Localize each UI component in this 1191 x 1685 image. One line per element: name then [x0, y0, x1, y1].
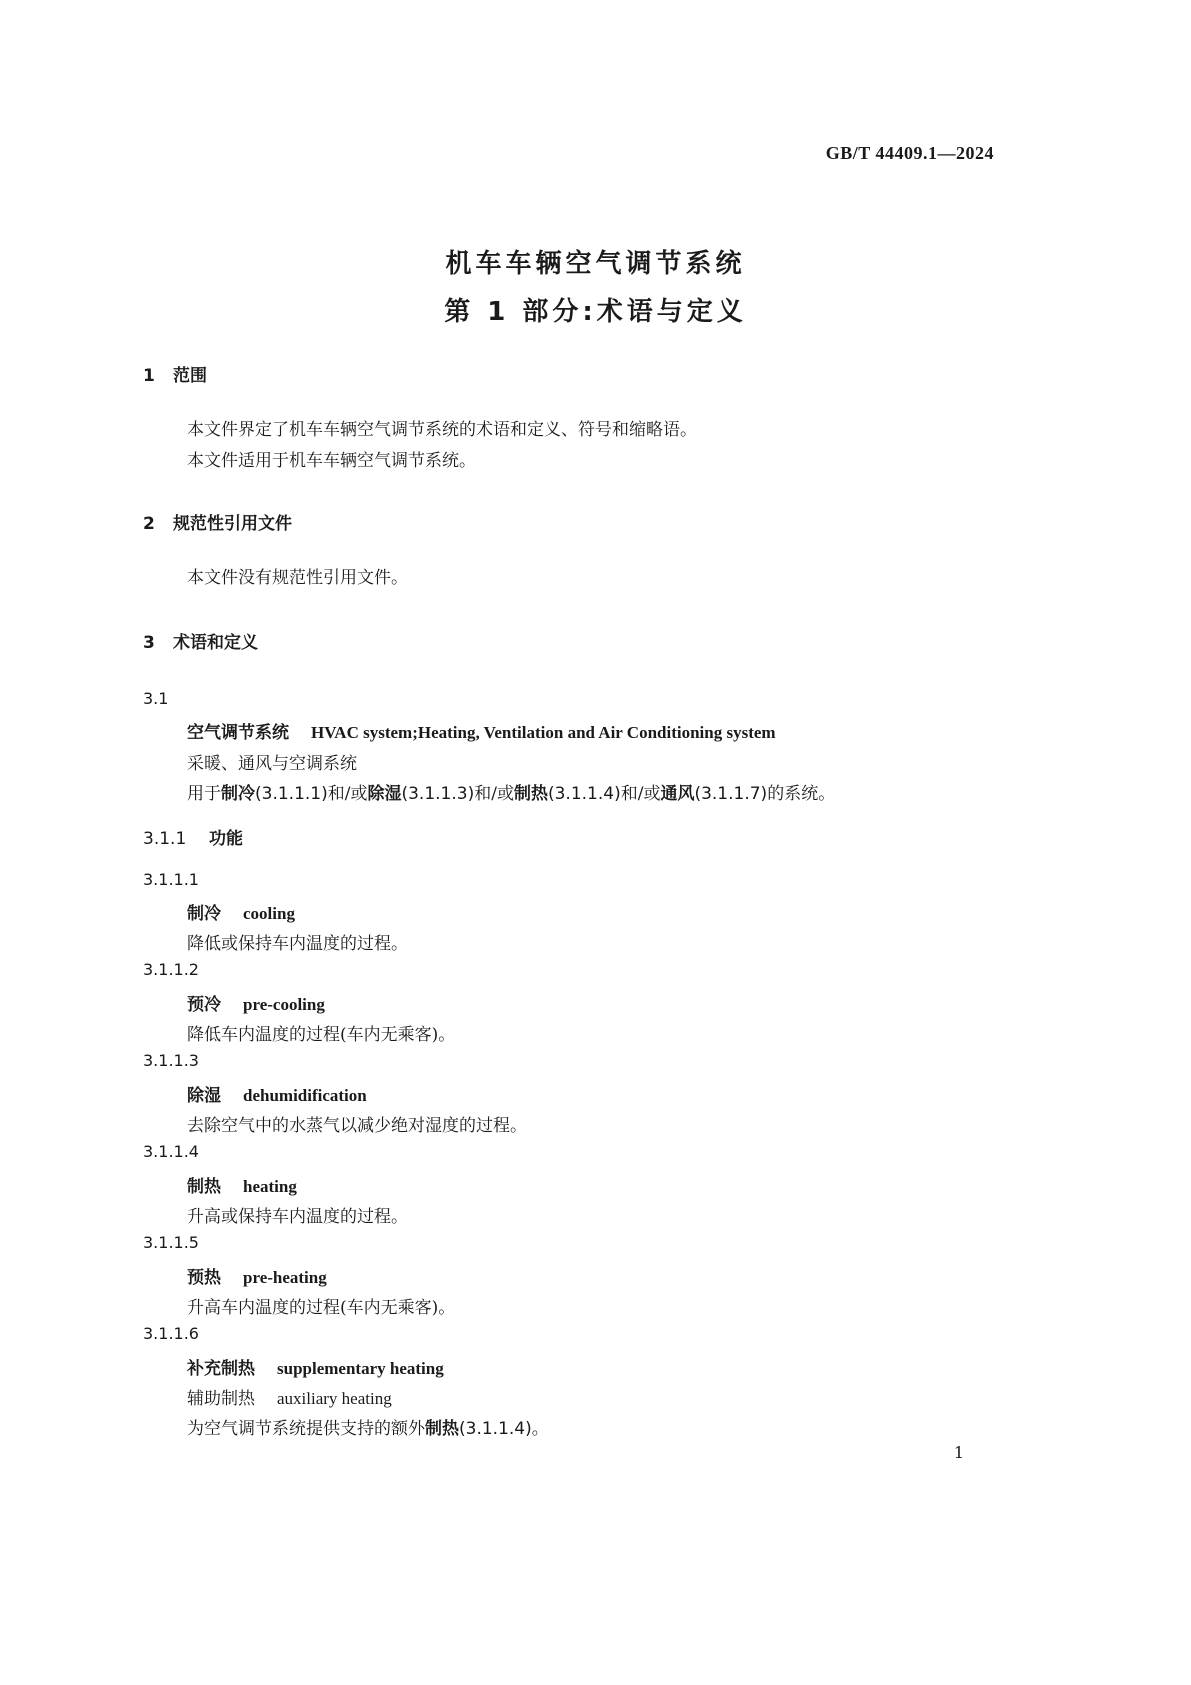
cross-reference[interactable]: 制热(3.1.1.4) [425, 1419, 532, 1439]
term-en: heating [243, 1177, 297, 1196]
entry-definition: 去除空气中的水蒸气以减少绝对湿度的过程。 [187, 1116, 527, 1136]
section-title: 规范性引用文件 [173, 514, 292, 534]
title-line-1: 机车车辆空气调节系统 [445, 249, 746, 279]
section-number: 2 [143, 514, 155, 534]
scope-paragraph-2: 本文件适用于机车车辆空气调节系统。 [187, 451, 476, 471]
subsection-number: 3.1.1 [143, 829, 187, 849]
term-en: HVAC system;Heating, Ventilation and Air Conditioning system [311, 723, 776, 742]
def-text: 。 [531, 1419, 549, 1439]
term-en: pre-cooling [243, 995, 325, 1014]
alt-term-zh: 辅助制热 [187, 1389, 255, 1409]
section-1-heading [143, 361, 207, 386]
entry-definition: 升高或保持车内温度的过程。 [187, 1207, 408, 1227]
term-zh: 预热 [187, 1268, 221, 1288]
title-line-2: 第 1 部分:术语与定义 [444, 297, 747, 327]
section-3-heading [143, 628, 258, 653]
term-zh: 制冷 [187, 904, 221, 924]
document-code: GB/T 44409.1—2024 [825, 143, 994, 163]
section-2-heading [143, 509, 292, 534]
entry-definition: 升高车内温度的过程(车内无乘客)。 [187, 1298, 456, 1318]
entry-term [187, 718, 776, 743]
section-title: 范围 [173, 366, 207, 386]
def-text: 和/或 [620, 784, 661, 804]
def-text: 的系统。 [767, 784, 836, 804]
scope-paragraph-1: 本文件界定了机车车辆空气调节系统的术语和定义、符号和缩略语。 [187, 420, 697, 440]
subsection-title: 功能 [209, 829, 243, 849]
entry-alt-term: 采暖、通风与空调系统 [187, 754, 357, 774]
def-text: 和/或 [327, 784, 368, 804]
entry-number: 3.1 [143, 689, 169, 708]
entry-term [187, 899, 295, 924]
section-number: 3 [143, 633, 155, 653]
term-zh: 制热 [187, 1177, 221, 1197]
cross-reference[interactable]: 制热(3.1.1.4) [513, 784, 621, 804]
term-zh: 补充制热 [187, 1359, 255, 1379]
entry-number: 3.1.1.2 [143, 960, 199, 979]
entry-number: 3.1.1.6 [143, 1324, 199, 1343]
def-text: 为空气调节系统提供支持的额外 [187, 1419, 425, 1439]
entry-definition: 降低或保持车内温度的过程。 [187, 934, 408, 954]
term-en: dehumidification [243, 1086, 367, 1105]
term-en: pre-heating [243, 1268, 327, 1287]
entry-term [187, 1081, 367, 1106]
term-en: cooling [243, 904, 295, 923]
cross-reference[interactable]: 制冷(3.1.1.1) [221, 784, 328, 804]
cross-reference[interactable]: 通风(3.1.1.7) [660, 784, 768, 804]
entry-term [187, 990, 325, 1015]
normative-paragraph: 本文件没有规范性引用文件。 [187, 568, 408, 588]
entry-alt-term [187, 1384, 392, 1409]
section-title: 术语和定义 [173, 633, 258, 653]
term-en: supplementary heating [277, 1359, 444, 1378]
page-number: 1 [953, 1443, 964, 1462]
def-text: 和/或 [474, 784, 514, 804]
document-title [0, 240, 1191, 336]
entry-number: 3.1.1.5 [143, 1233, 199, 1252]
entry-number: 3.1.1.3 [143, 1051, 199, 1070]
alt-term-en: auxiliary heating [277, 1389, 392, 1408]
entry-number: 3.1.1.1 [143, 870, 199, 889]
entry-term [187, 1354, 444, 1379]
term-zh: 预冷 [187, 995, 221, 1015]
entry-term [187, 1172, 297, 1197]
cross-reference[interactable]: 除湿(3.1.1.3) [367, 784, 475, 804]
entry-definition [187, 779, 835, 804]
entry-term [187, 1263, 327, 1288]
term-zh: 空气调节系统 [187, 723, 289, 743]
entry-number: 3.1.1.4 [143, 1142, 199, 1161]
term-zh: 除湿 [187, 1086, 221, 1106]
def-text: 用于 [187, 784, 221, 804]
subsection-heading [143, 824, 243, 849]
entry-definition: 降低车内温度的过程(车内无乘客)。 [187, 1025, 456, 1045]
section-number: 1 [143, 366, 155, 386]
entry-definition [187, 1414, 549, 1439]
